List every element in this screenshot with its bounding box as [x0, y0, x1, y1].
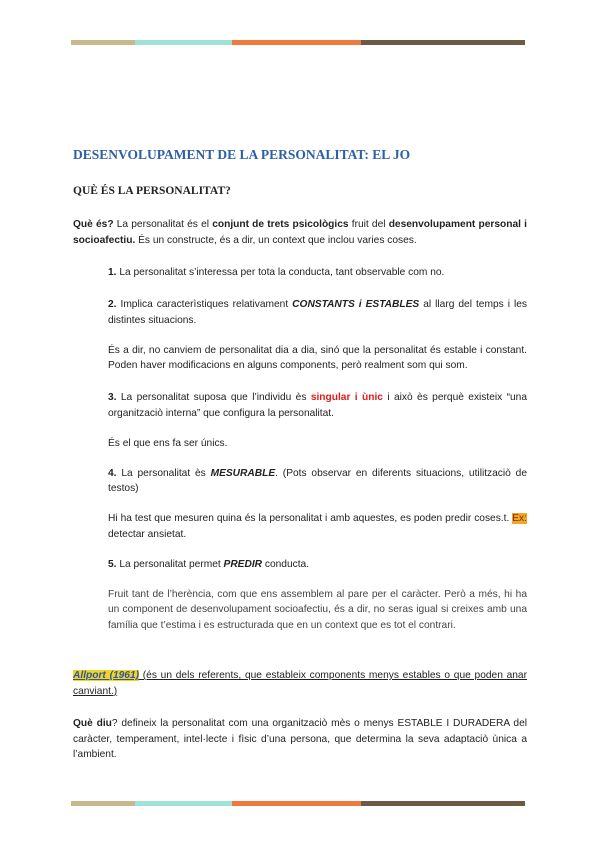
header-bar-segment-4: [361, 40, 525, 45]
point-4: 4. La personalitat ès MESURABLE. (Pots observar en diferents situacions, utilitzaciò de testos): [108, 467, 527, 495]
section-subtitle: QUÈ ÉS LA PERSONALITAT?: [73, 184, 231, 197]
header-bar-segment-1: [71, 40, 135, 45]
footer-bar-segment-1: [71, 801, 135, 806]
footer-bar-segment-2: [135, 801, 232, 806]
document-title: DESENVOLUPAMENT DE LA PERSONALITAT: EL JO: [73, 147, 411, 162]
header-color-bar: [71, 40, 525, 45]
point-2: 2. Implica caracterìstiques relativament CONSTANTS i ESTABLES al llarg del temps i les distintes situacions.: [108, 298, 527, 326]
allport-paragraph: Allport (1961) (és un dels referents, que estableix components menys estables o que poden anar canviant.): [73, 670, 527, 697]
point-4-note: Hi ha test que mesuren quina és la personalitat i amb aquestes, es poden predir coses.t. Ex: detectar ansietat.: [108, 513, 527, 541]
point-3-note: És el que ens fa ser únics.: [108, 437, 228, 449]
footer-color-bar: [71, 801, 525, 806]
header-bar-segment-2: [135, 40, 232, 45]
point-2-note: És a dir, no canviem de personalitat dia a dia, sinó que la personalitat és estable i constant. Poden haver modificacions en alguns components, però realment som qui som.: [108, 344, 527, 372]
footer-bar-segment-4: [361, 801, 525, 806]
point-3: 3. La personalitat suposa que l’individu ès singular i ùnic i això ès perquè existeix “una organitzaciò interna” que configura la personalitat.: [108, 392, 528, 419]
point-1: 1. La personalitat s’interessa per tota la conducta, tant observable com no.: [108, 267, 445, 279]
header-bar-segment-3: [232, 40, 361, 45]
footer-bar-segment-3: [232, 801, 361, 806]
que-diu-label: Què diu: [73, 717, 112, 729]
example-highlight: Ex:: [512, 513, 527, 525]
points-list: [108, 265, 527, 634]
document-body: [73, 146, 527, 763]
intro-label: Què és?: [73, 219, 114, 231]
point-5-note: Fruit tant de l’herència, com que ens assemblem al pare per el caràcter. Però a més, hi ha un component de desenvolupament socioafectiu, és a dir, no seras igual si creixes amb una família que t’estima i es estructurada que en un context que es tot el contrari.: [108, 588, 527, 632]
point-5: 5. La personalitat permet PREDIR conducta.: [108, 558, 310, 570]
allport-reference: Allport (1961): [73, 670, 140, 682]
intro-paragraph: Què és? La personalitat és el conjunt de trets psicològics fruit del desenvolupament personal i socioafectiu. És un constructe, és a dir, un context que inclou varies coses.: [73, 219, 527, 247]
que-diu-paragraph: Què diu? defineix la personalitat com una organitzaciò mès o menys ESTABLE I DURADERA del caràcter, temperament, intel·lecte i fìsic d’una persona, que determina la seva adaptaciò ùnica a l’ambient.: [73, 717, 528, 761]
